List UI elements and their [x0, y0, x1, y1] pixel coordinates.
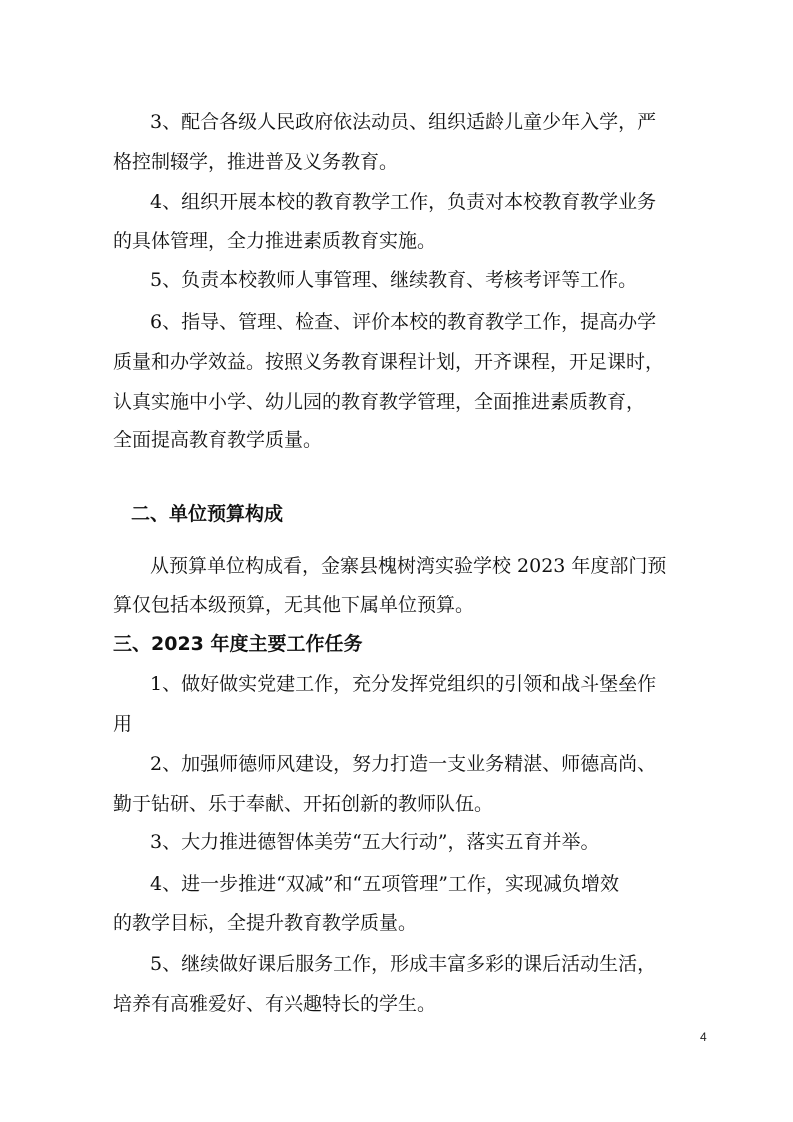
- item-3-text: 配合各级人民政府依法动员、组织适龄儿童少年入学，严: [181, 111, 657, 133]
- item-4-number: 4、: [150, 191, 182, 213]
- item-6-text: 指导、管理、检查、评价本校的教育教学工作，提高办学: [181, 311, 657, 333]
- section-2-paragraph-line-1: 从预算单位构成看，金寨县槐树湾实验学校 2023 年度部门预: [150, 555, 667, 577]
- section-3-heading: 三、2023 年度主要工作任务: [113, 633, 363, 655]
- task-3-line-1: 3、大力推进德智体美劳“五大行动”，落实五育并举。: [150, 831, 600, 853]
- item-6-number: 6、: [150, 311, 182, 333]
- item-6-line-4: 全面提高教育教学质量。: [113, 429, 323, 451]
- task-1-line-2: 用: [113, 713, 133, 735]
- task-4-line-2: 的教学目标，全提升教育教学质量。: [113, 912, 418, 934]
- item-6-line-3: 认真实施中小学、幼儿园的教育教学管理，全面推进素质教育，: [113, 391, 646, 413]
- task-2-line-1: 2、加强师德师风建设，努力打造一支业务精湛、师德高尚、: [150, 753, 657, 775]
- item-3-line-1: [150, 110, 656, 134]
- section-2-paragraph-line-2: 算仅包括本级预算，无其他下属单位预算。: [113, 594, 475, 616]
- item-5-number: 5、: [150, 269, 182, 291]
- item-4-line-2: 的具体管理，全力推进素质教育实施。: [113, 230, 437, 252]
- task-5-line-1: 5、继续做好课后服务工作，形成丰富多彩的课后活动生活，: [150, 953, 657, 975]
- item-4-text: 组织开展本校的教育教学工作，负责对本校教育教学业务: [181, 191, 657, 213]
- task-4-line-1: 4、进一步推进“双减”和“五项管理”工作，实现减负增效: [150, 873, 619, 895]
- task-1-line-1: 1、做好做实党建工作，充分发挥党组织的引领和战斗堡垒作: [150, 673, 657, 695]
- item-4-line-1: [150, 190, 656, 214]
- task-5-line-2: 培养有高雅爱好、有兴趣特长的学生。: [113, 993, 437, 1015]
- item-6-line-2: 质量和办学效益。按照义务教育课程计划，开齐课程，开足课时，: [113, 351, 665, 373]
- item-3-number: 3、: [150, 111, 182, 133]
- task-2-line-2: 勤于钻研、乐于奉献、开拓创新的教师队伍。: [113, 793, 494, 815]
- item-6-line-1: [150, 310, 656, 334]
- item-3-line-2: 格控制辍学，推进普及义务教育。: [113, 151, 399, 173]
- section-2-heading: 二、单位预算构成: [131, 503, 284, 525]
- item-5-text: 负责本校教师人事管理、继续教育、考核考评等工作。: [181, 269, 638, 291]
- page-number: 4: [700, 1030, 707, 1044]
- item-5-line-1: [150, 268, 637, 292]
